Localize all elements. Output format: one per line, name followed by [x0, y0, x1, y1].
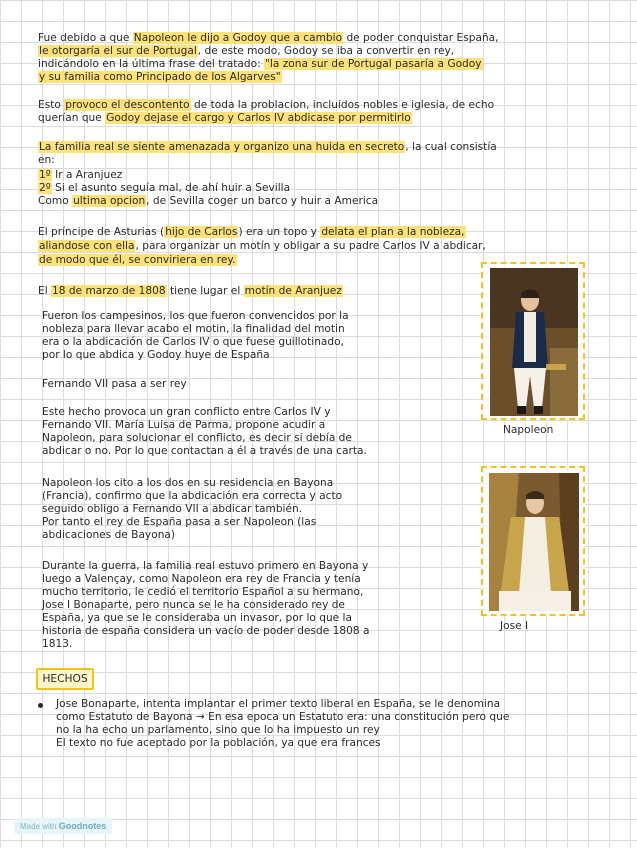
highlight: "la zona sur de Portugal pasaría a Godoy: [265, 58, 482, 70]
p1-line4: [38, 71, 282, 84]
p7-line1: Fernando VII pasa a ser rey: [42, 378, 187, 390]
p10-line6: historia de españa considera un vacío de poder desde 1808 a: [42, 625, 370, 637]
jose-portrait-frame: [481, 466, 585, 616]
p9-line4: Por tanto el rey de España pasa a ser Napoleon (las: [42, 516, 317, 528]
p10-line1: Durante la guerra, la familia real estuvo primero en Bayona y: [42, 560, 369, 572]
jose-portrait: [489, 473, 579, 611]
highlight: le otorgaría el sur de Portugal: [39, 45, 197, 57]
highlight: delata el plan a la nobleza,: [321, 226, 465, 238]
p9-line3: seguido obligo a Fernando VII a abdicar también.: [42, 503, 303, 515]
p1-line2: le otorgaría el sur de Portugal, de este modo, Godoy se iba a convertir en rey,: [39, 45, 455, 57]
highlight: Godoy dejase el cargo y Carlos IV abdicase por permitirlo: [106, 112, 411, 124]
p8-line1: Este hecho provoca un gran conflicto entre Carlos IV y: [42, 406, 331, 418]
p8-line4: abdicar o no. Por lo que contactan a él a través de una carta.: [42, 445, 367, 457]
highlight: hijo de Carlos: [165, 226, 238, 238]
napoleon-caption: Napoleon: [503, 424, 554, 436]
p3-line4: 2º Si el asunto seguía mal, de ahí huir a Sevilla: [39, 182, 291, 194]
p3-line2: en:: [38, 154, 55, 166]
bullet1-line2: como Estatuto de Bayona → En esa epoca un Estatuto era: una constitución pero que: [56, 711, 510, 723]
p10-line3: mucho territorio, le cedió el territorio Español a su hermano,: [42, 586, 364, 598]
p4-line3: [38, 254, 237, 267]
p4-line1: El príncipe de Asturias (hijo de Carlos) era un topo y delata el plan a la nobleza,: [38, 226, 465, 238]
p10-line2: luego a Valençay, como Napoleon era rey de Francia y tenía: [42, 573, 361, 585]
p8-line3: Napoleon, para solucionar el conflicto, es decir si debía de: [42, 432, 352, 444]
p3-line1: La familia real se siente amenazada y organizo una huida en secreto, la cual consistía: [39, 141, 497, 153]
p3-line5: Como ultima opcion, de Sevilla coger un barco y huir a America: [38, 195, 379, 207]
bullet1-line4: El texto no fue aceptado por la población, ya que era frances: [56, 737, 381, 749]
highlight: 1º: [39, 169, 51, 181]
p6-line4: por lo que abdica y Godoy huye de España: [42, 349, 270, 361]
bullet1-line3: no la ha echo un parlamento, sino que lo ha impuesto un rey: [56, 724, 380, 736]
p8-line2: Fernando VII. María Luisa de Parma, propone acudir a: [42, 419, 326, 431]
napoleon-portrait-frame: [481, 262, 585, 420]
p5-line1: El 18 de marzo de 1808 tiene lugar el motín de Aranjuez: [38, 285, 342, 297]
highlight: La familia real se siente amenazada y organizo una huida en secreto: [39, 141, 405, 153]
highlight: ultima opcion: [73, 195, 146, 207]
napoleon-portrait: [490, 268, 578, 416]
p10-line4: Jose I Bonaparte, pero nunca se le ha considerado rey de: [42, 599, 345, 611]
p10-line5: España, ya que se le consideraba un invasor, por lo que la: [42, 612, 352, 624]
p4-line2: aliandose con ella, para organizar un motín y obligar a su padre Carlos IV a abdicar,: [39, 240, 486, 252]
highlight: Napoleon le dijo a Godoy que a cambio: [133, 32, 343, 44]
highlight: 2º: [39, 182, 51, 194]
p9-line5: abdicaciones de Bayona): [42, 529, 176, 541]
p2-line2: querían que Godoy dejase el cargo y Carlos IV abdicase por permitirlo: [38, 112, 411, 124]
p10-line7: 1813.: [42, 638, 73, 650]
p2-line1: Esto provoco el descontento de toda la problacion, incluidos nobles e iglesia, de echo: [38, 99, 495, 111]
p6-line3: era o la abdicación de Carlos IV o que fuese guillotinado,: [42, 336, 344, 348]
p6-line2: nobleza para llevar acabo el motin, la finalidad del motin: [42, 323, 345, 335]
p9-line1: Napoleon los cito a los dos en su residencia en Bayona: [42, 477, 334, 489]
highlight: motín de Aranjuez: [244, 285, 342, 297]
bullet-dot: [38, 703, 43, 708]
highlight: provoco el descontento: [65, 99, 190, 111]
highlight: aliandose con ella: [39, 240, 135, 252]
p1-line3: indicándolo en la última frase del tratado: "la zona sur de Portugal pasaría a Godoy: [38, 58, 482, 70]
hechos-label: HECHOS: [36, 668, 94, 690]
jose-caption: Jose I: [500, 620, 529, 632]
highlight: y su familia como Principado de los Algarves": [39, 71, 281, 83]
goodnotes-watermark: Made with Goodnotes: [14, 818, 112, 834]
highlight: 18 de marzo de 1808: [52, 285, 166, 297]
p9-line2: (Francia), confirmo que la abdicación era correcta y acto: [42, 490, 343, 502]
bullet1-line1: Jose Bonaparte, intenta implantar el primer texto liberal en España, se le denomina: [56, 698, 501, 710]
p6-line1: Fueron los campesinos, los que fueron convencidos por la: [42, 310, 349, 322]
p3-line3: 1º Ir a Aranjuez: [39, 169, 123, 181]
p1-line1: Fue debido a que Napoleon le dijo a Godoy que a cambio de poder conquistar España,: [38, 32, 499, 44]
highlight: de modo que él, se conviriera en rey.: [39, 254, 236, 266]
